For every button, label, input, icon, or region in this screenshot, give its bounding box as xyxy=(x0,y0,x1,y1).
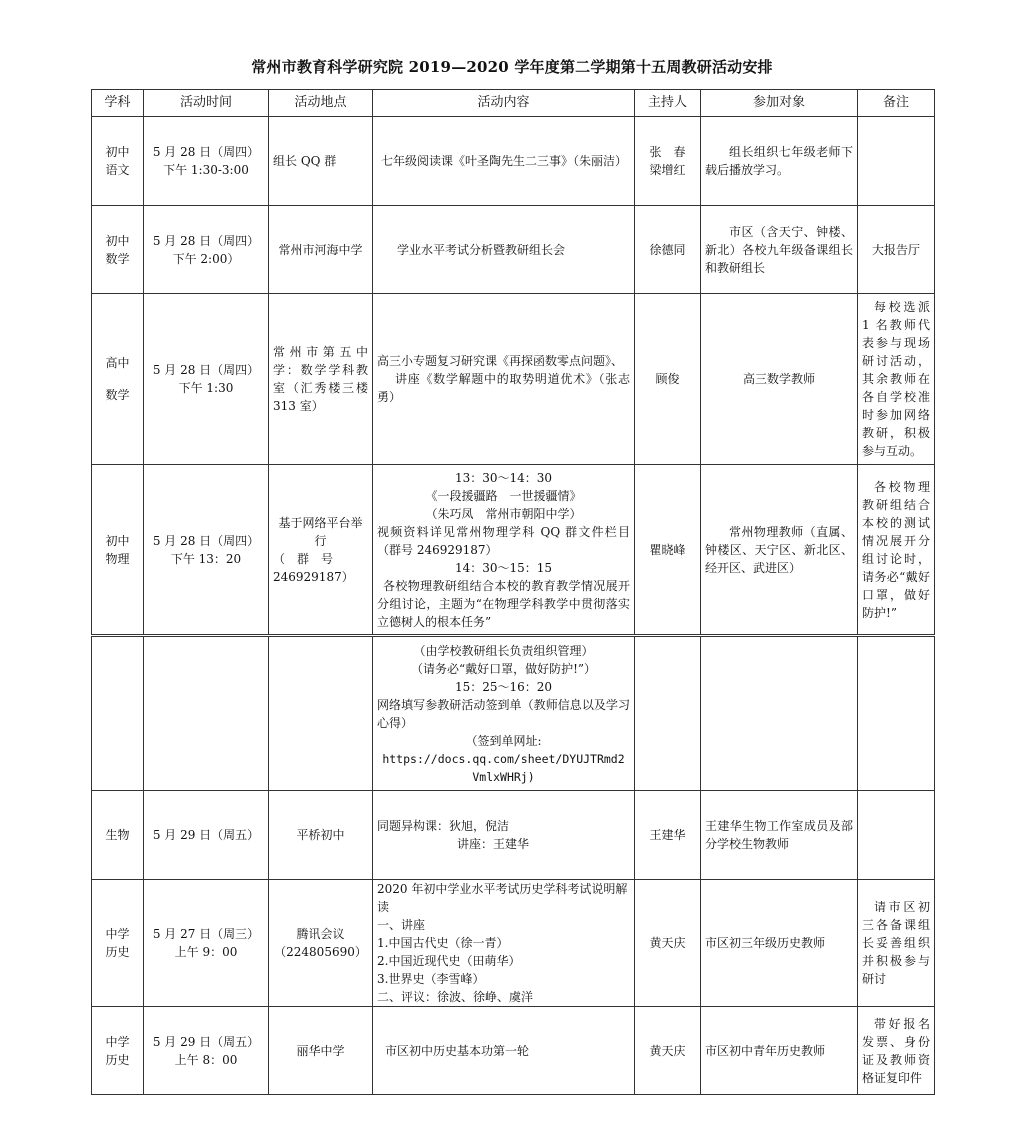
cell-participants: 王建华生物工作室成员及部分学校生物教师 xyxy=(701,791,858,880)
cell-note xyxy=(858,636,935,791)
cell-host: 徐德同 xyxy=(635,206,701,294)
cell-content: 学业水平考试分析暨教研组长会 xyxy=(373,206,635,294)
cell-participants: 市区初三年级历史教师 xyxy=(701,880,858,1007)
cell-participants xyxy=(701,636,858,791)
cell-time xyxy=(144,636,269,791)
cell-content: 同题异构课：狄旭，倪洁 讲座：王建华 xyxy=(373,791,635,880)
cell-place: 平桥初中 xyxy=(269,791,373,880)
cell-time: 5 月 29 日（周五） xyxy=(144,791,269,880)
cell-participants: 常州物理教师（直属、钟楼区、天宁区、新北区、经开区、武进区） xyxy=(701,465,858,636)
table-row xyxy=(92,465,935,636)
cell-subject: 中学 历史 xyxy=(92,1007,144,1095)
cell-subject: 初中 物理 xyxy=(92,465,144,636)
cell-host: 瞿晓峰 xyxy=(635,465,701,636)
cell-time: 5 月 27 日（周三） 上午 9：00 xyxy=(144,880,269,1007)
cell-time: 5 月 28 日（周四） 下午 13：20 xyxy=(144,465,269,636)
cell-host: 黄天庆 xyxy=(635,880,701,1007)
cell-participants: 市区初中青年历史教师 xyxy=(701,1007,858,1095)
cell-content: （由学校教研组长负责组织管理） （请务必“戴好口罩，做好防护!”） 15：25～16：20 网络填写参教研活动签到单（教师信息以及学习心得） （签到单网址: https://docs.qq.com/sheet/DYUJTRmd2 VmlxWHRj) xyxy=(373,636,635,791)
cell-time: 5 月 28 日（周四） 下午 1:30 xyxy=(144,294,269,465)
table-row xyxy=(92,206,935,294)
cell-note xyxy=(858,117,935,206)
header-time: 活动时间 xyxy=(144,90,269,117)
cell-place: 基于网络平台举行 （ 群 号 246929187） xyxy=(269,465,373,636)
header-participants: 参加对象 xyxy=(701,90,858,117)
cell-place: 组长 QQ 群 xyxy=(269,117,373,206)
cell-content: 高三小专题复习研究课《再探函数零点问题》、 讲座《数学解题中的取势明道优术》（张志勇） xyxy=(373,294,635,465)
cell-place: 常州市河海中学 xyxy=(269,206,373,294)
cell-subject: 初中 语文 xyxy=(92,117,144,206)
cell-time: 5 月 28 日（周四） 下午 1:30-3:00 xyxy=(144,117,269,206)
cell-content: 七年级阅读课《叶圣陶先生二三事》（朱丽洁） xyxy=(373,117,635,206)
header-content: 活动内容 xyxy=(373,90,635,117)
cell-host: 黄天庆 xyxy=(635,1007,701,1095)
cell-host xyxy=(635,636,701,791)
cell-participants: 市区（含天宁、钟楼、新北）各校九年级备课组长和教研组长 xyxy=(701,206,858,294)
table-row xyxy=(92,791,935,880)
table-row xyxy=(92,294,935,465)
table-row xyxy=(92,117,935,206)
cell-subject: 生物 xyxy=(92,791,144,880)
page-title: 常州市教育科学研究院 2019—2020 学年度第二学期第十五周教研活动安排 xyxy=(251,58,773,76)
cell-note: 请市区初三各备课组长妥善组织并积极参与研讨 xyxy=(858,880,935,1007)
header-place: 活动地点 xyxy=(269,90,373,117)
cell-note: 大报告厅 xyxy=(858,206,935,294)
cell-note xyxy=(858,791,935,880)
header-host: 主持人 xyxy=(635,90,701,117)
cell-subject: 初中 数学 xyxy=(92,206,144,294)
cell-host: 王建华 xyxy=(635,791,701,880)
cell-participants: 高三数学教师 xyxy=(701,294,858,465)
cell-note: 每校选派 1 名教师代表参与现场研讨活动，其余教师在各自学校准时参加网络教研，积极参与互动。 xyxy=(858,294,935,465)
cell-content: 2020 年初中学业水平考试历史学科考试说明解读 一、讲座 1.中国古代史（徐一青） 2.中国近现代史（田萌华） 3.世界史（李雪峰） 二、评议：徐波、徐峥、虞洋 xyxy=(373,880,635,1007)
header-row xyxy=(92,90,935,117)
cell-subject: 高中 数学 xyxy=(92,294,144,465)
cell-subject: 中学 历史 xyxy=(92,880,144,1007)
cell-host: 顾俊 xyxy=(635,294,701,465)
cell-host: 张 春 梁增红 xyxy=(635,117,701,206)
cell-place xyxy=(269,636,373,791)
schedule-table xyxy=(91,89,935,1095)
table-row xyxy=(92,880,935,1007)
cell-note: 带好报名发票、身份证及教师资格证复印件 xyxy=(858,1007,935,1095)
cell-note: 各校物理教研组结合本校的测试情况展开分组讨论时，请务必“戴好口罩，做好防护!” xyxy=(858,465,935,636)
cell-participants: 组长组织七年级老师下载后播放学习。 xyxy=(701,117,858,206)
cell-place: 常州市第五中学：数学学科教室（汇秀楼三楼 313 室） xyxy=(269,294,373,465)
cell-content: 13：30～14：30 《一段援疆路 一世援疆情》 （朱巧凤 常州市朝阳中学） 视频资料详见常州物理学科 QQ 群文件栏目（群号 246929187） 14：30～15：15 各校物理教研组结合本校的教育教学情况展开分组讨论，主题为“在物理学科教学中贯彻落实立德树人的根本任务” xyxy=(373,465,635,636)
table-row xyxy=(92,1007,935,1095)
table-row xyxy=(92,636,935,791)
cell-place: 腾讯会议 （224805690） xyxy=(269,880,373,1007)
cell-time: 5 月 29 日（周五） 上午 8：00 xyxy=(144,1007,269,1095)
cell-subject xyxy=(92,636,144,791)
cell-place: 丽华中学 xyxy=(269,1007,373,1095)
header-note: 备注 xyxy=(858,90,935,117)
cell-content: 市区初中历史基本功第一轮 xyxy=(373,1007,635,1095)
header-subject: 学科 xyxy=(92,90,144,117)
cell-time: 5 月 28 日（周四） 下午 2:00） xyxy=(144,206,269,294)
